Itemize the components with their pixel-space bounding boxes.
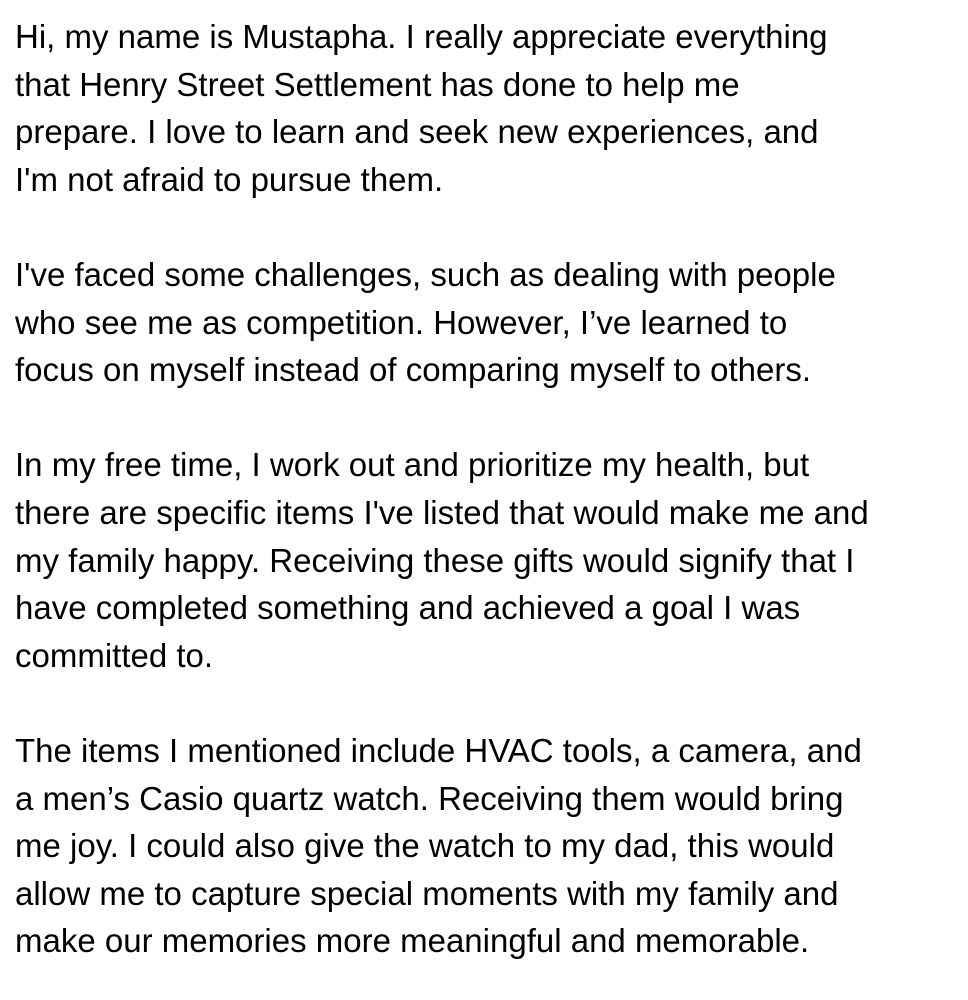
- text-line: The items I mentioned include HVAC tools, a camera, and: [15, 731, 862, 769]
- text-line: have completed something and achieved a goal I was: [15, 589, 801, 627]
- text-line: that Henry Street Settlement has done to help me: [15, 65, 740, 103]
- paragraph-introduction: [15, 13, 960, 203]
- text-line: me joy. I could also give the watch to my dad, this would: [15, 827, 835, 865]
- paragraph-items: [15, 727, 960, 965]
- text-line: I've faced some challenges, such as dealing with people: [15, 255, 836, 293]
- paragraph-challenges: [15, 251, 960, 394]
- text-line: allow me to capture special moments with my family and: [15, 874, 839, 912]
- text-line: prepare. I love to learn and seek new experiences, and: [15, 113, 819, 151]
- document-body: [15, 0, 960, 965]
- text-line: make our memories more meaningful and memorable.: [15, 922, 810, 960]
- text-line: In my free time, I work out and prioritize my health, but: [15, 446, 810, 484]
- text-line: I'm not afraid to pursue them.: [15, 160, 444, 198]
- text-line: Hi, my name is Mustapha. I really appreciate everything: [15, 18, 828, 55]
- text-line: there are specific items I've listed that would make me and: [15, 493, 869, 531]
- text-line: who see me as competition. However, I’ve learned to: [15, 303, 788, 341]
- text-line: my family happy. Receiving these gifts would signify that I: [15, 541, 855, 579]
- text-line: focus on myself instead of comparing myself to others.: [15, 351, 812, 389]
- text-line: a men’s Casio quartz watch. Receiving them would bring: [15, 779, 844, 817]
- paragraph-free-time: [15, 441, 960, 679]
- text-line: committed to.: [15, 636, 214, 674]
